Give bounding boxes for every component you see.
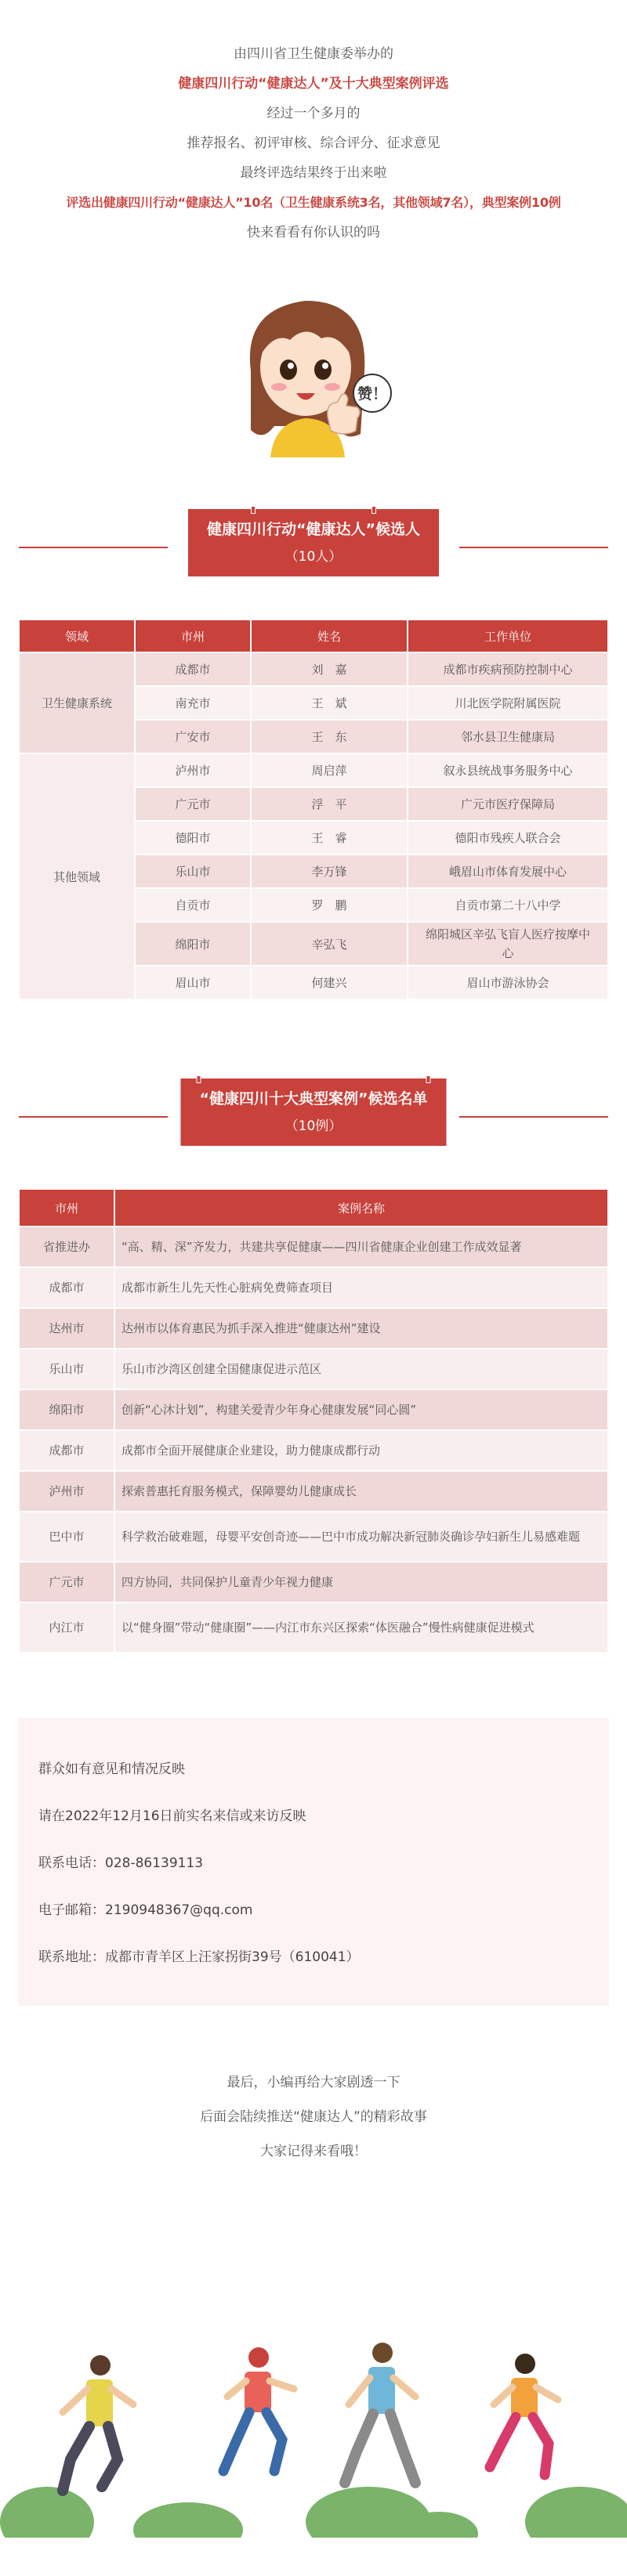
name-cell: 李万锋 <box>251 854 408 888</box>
city-cell: 达州市 <box>19 1308 114 1349</box>
name-cell: 浮 平 <box>251 787 408 821</box>
divider-right <box>459 1116 608 1118</box>
section-count-text: （10例） <box>285 1118 342 1134</box>
table-header-row <box>19 1189 608 1227</box>
name-cell: 王 斌 <box>251 686 408 720</box>
table-row <box>19 1389 608 1430</box>
thumbs-up-girl-illustration <box>227 277 400 457</box>
col-header: 市州 <box>19 1189 114 1227</box>
name-cell: 刘 嘉 <box>251 652 408 686</box>
feedback-intro: 群众如有意见和情况反映 <box>38 1761 185 1777</box>
section-title-text: 健康四川行动“健康达人”候选人 <box>207 521 420 538</box>
divider-left <box>19 1116 168 1118</box>
intro-block <box>0 0 627 247</box>
city-cell: 省推进办 <box>19 1227 114 1267</box>
intro-line-6: 评选出健康四川行动“健康达人”10名（卫生健康系统3名，其他领域7名），典型案例10例 <box>66 195 561 210</box>
section-title-box <box>181 1078 447 1146</box>
pin-decoration <box>371 506 376 514</box>
case-cell: 乐山市沙湾区创建全国健康促进示范区 <box>114 1349 608 1389</box>
pin-decoration <box>197 1075 201 1083</box>
talent-table <box>18 619 609 1000</box>
case-cell: 创新“心沐计划”，构建关爱青少年身心健康发展“同心圆” <box>114 1389 608 1430</box>
name-cell: 罗 鹏 <box>251 888 408 922</box>
case-cell: 科学救治破难题，母婴平安创奇迹——巴中市成功解决新冠肺炎确诊孕妇新生儿易感难题 <box>114 1512 608 1562</box>
case-cell: 以“健身圈”带动“健康圈”——内江市东兴区探索“体医融合”慢性病健康促进模式 <box>114 1602 608 1653</box>
city-cell: 乐山市 <box>135 854 251 888</box>
table-row <box>19 1471 608 1512</box>
section-title-box <box>188 509 439 576</box>
table-row <box>19 753 608 787</box>
table-row <box>19 1602 608 1653</box>
city-cell: 成都市 <box>19 1267 114 1308</box>
unit-cell: 成都市疾病预防控制中心 <box>408 652 608 686</box>
case-cell: 成都市全面开展健康企业建设，助力健康成都行动 <box>114 1430 608 1471</box>
table-row <box>19 1562 608 1602</box>
city-cell: 巴中市 <box>19 1512 114 1562</box>
cases-table <box>18 1188 609 1653</box>
col-header: 领域 <box>19 620 135 652</box>
city-cell: 绵阳市 <box>135 922 251 966</box>
outro-line-3: 大家记得来看哦！ <box>260 2144 367 2159</box>
divider-right <box>459 547 608 548</box>
table-row <box>19 1308 608 1349</box>
unit-cell: 邻水县卫生健康局 <box>408 720 608 753</box>
city-cell: 广元市 <box>135 787 251 821</box>
feedback-email: 电子邮箱：2190948367@qq.com <box>38 1902 253 1918</box>
unit-cell: 德阳市残疾人联合会 <box>408 821 608 854</box>
city-cell: 成都市 <box>19 1430 114 1471</box>
running-people-icon <box>0 2342 627 2576</box>
section-title-talent <box>0 509 627 584</box>
area-cell: 卫生健康系统 <box>19 652 135 753</box>
city-cell: 泸州市 <box>135 753 251 787</box>
unit-cell: 峨眉山市体育发展中心 <box>408 854 608 888</box>
intro-line-3: 经过一个多月的 <box>266 106 361 121</box>
outro-block <box>0 2065 627 2169</box>
divider-left <box>19 547 168 548</box>
case-cell: 成都市新生儿先天性心脏病免费筛查项目 <box>114 1267 608 1308</box>
col-header: 案例名称 <box>114 1189 608 1227</box>
table-row <box>19 1430 608 1471</box>
city-cell: 广安市 <box>135 720 251 753</box>
section-count-text: （10人） <box>285 549 342 565</box>
name-cell: 王 睿 <box>251 821 408 854</box>
city-cell: 自贡市 <box>135 888 251 922</box>
section-title-cases <box>0 1078 627 1154</box>
case-cell: 四方协同，共同保护儿童青少年视力健康 <box>114 1562 608 1602</box>
unit-cell: 自贡市第二十八中学 <box>408 888 608 922</box>
col-header: 工作单位 <box>408 620 608 652</box>
area-cell: 其他领域 <box>19 753 135 999</box>
intro-line-2: 健康四川行动“健康达人”及十大典型案例评选 <box>178 76 449 92</box>
outro-line-2: 后面会陆续推送“健康达人”的精彩故事 <box>200 2109 427 2125</box>
table-row <box>19 1349 608 1389</box>
name-cell: 辛弘飞 <box>251 922 408 966</box>
unit-cell: 川北医学院附属医院 <box>408 686 608 720</box>
unit-cell: 叙永县统战事务服务中心 <box>408 753 608 787</box>
feedback-deadline: 请在2022年12月16日前实名来信或来访反映 <box>38 1808 306 1824</box>
unit-cell: 绵阳城区辛弘飞盲人医疗按摩中心 <box>408 922 608 966</box>
city-cell: 南充市 <box>135 686 251 720</box>
city-cell: 广元市 <box>19 1562 114 1602</box>
runners-illustration <box>0 2342 627 2576</box>
outro-line-1: 最后，小编再给大家剧透一下 <box>227 2075 400 2090</box>
unit-cell: 眉山市游泳协会 <box>408 966 608 999</box>
pin-decoration <box>251 506 256 514</box>
name-cell: 王 东 <box>251 720 408 753</box>
city-cell: 成都市 <box>135 652 251 686</box>
pin-decoration <box>426 1075 430 1083</box>
case-cell: 探索普惠托育服务模式，保障婴幼儿健康成长 <box>114 1471 608 1512</box>
girl-icon <box>227 277 400 457</box>
table-header-row <box>19 620 608 652</box>
unit-cell: 广元市医疗保障局 <box>408 787 608 821</box>
intro-line-5: 最终评选结果终于出来啦 <box>240 165 387 181</box>
feedback-address: 联系地址：成都市青羊区上汪家拐街39号（610041） <box>38 1949 360 1965</box>
city-cell: 乐山市 <box>19 1349 114 1389</box>
case-cell: “高、精、深”齐发力，共建共享促健康——四川省健康企业创建工作成效显著 <box>114 1227 608 1267</box>
section-title-text: “健康四川十大典型案例”候选名单 <box>199 1090 428 1107</box>
city-cell: 绵阳市 <box>19 1389 114 1430</box>
feedback-box <box>18 1718 609 2006</box>
table-row <box>19 652 608 686</box>
table-row <box>19 1267 608 1308</box>
badge-text: 赞！ <box>357 385 388 403</box>
intro-line-1: 由四川省卫生健康委举办的 <box>234 46 393 62</box>
city-cell: 泸州市 <box>19 1471 114 1512</box>
case-cell: 达州市以体育惠民为抓手深入推进“健康达州”建设 <box>114 1308 608 1349</box>
table-row <box>19 1512 608 1562</box>
table-row <box>19 1227 608 1267</box>
intro-line-4: 推荐报名、初评审核、综合评分、征求意见 <box>187 135 440 151</box>
col-header: 姓名 <box>251 620 408 652</box>
intro-line-7: 快来看看有你认识的吗 <box>247 225 380 240</box>
name-cell: 何建兴 <box>251 966 408 999</box>
col-header: 市州 <box>135 620 251 652</box>
city-cell: 眉山市 <box>135 966 251 999</box>
city-cell: 内江市 <box>19 1602 114 1653</box>
name-cell: 周启萍 <box>251 753 408 787</box>
feedback-phone: 联系电话：028-86139113 <box>38 1855 204 1871</box>
city-cell: 德阳市 <box>135 821 251 854</box>
